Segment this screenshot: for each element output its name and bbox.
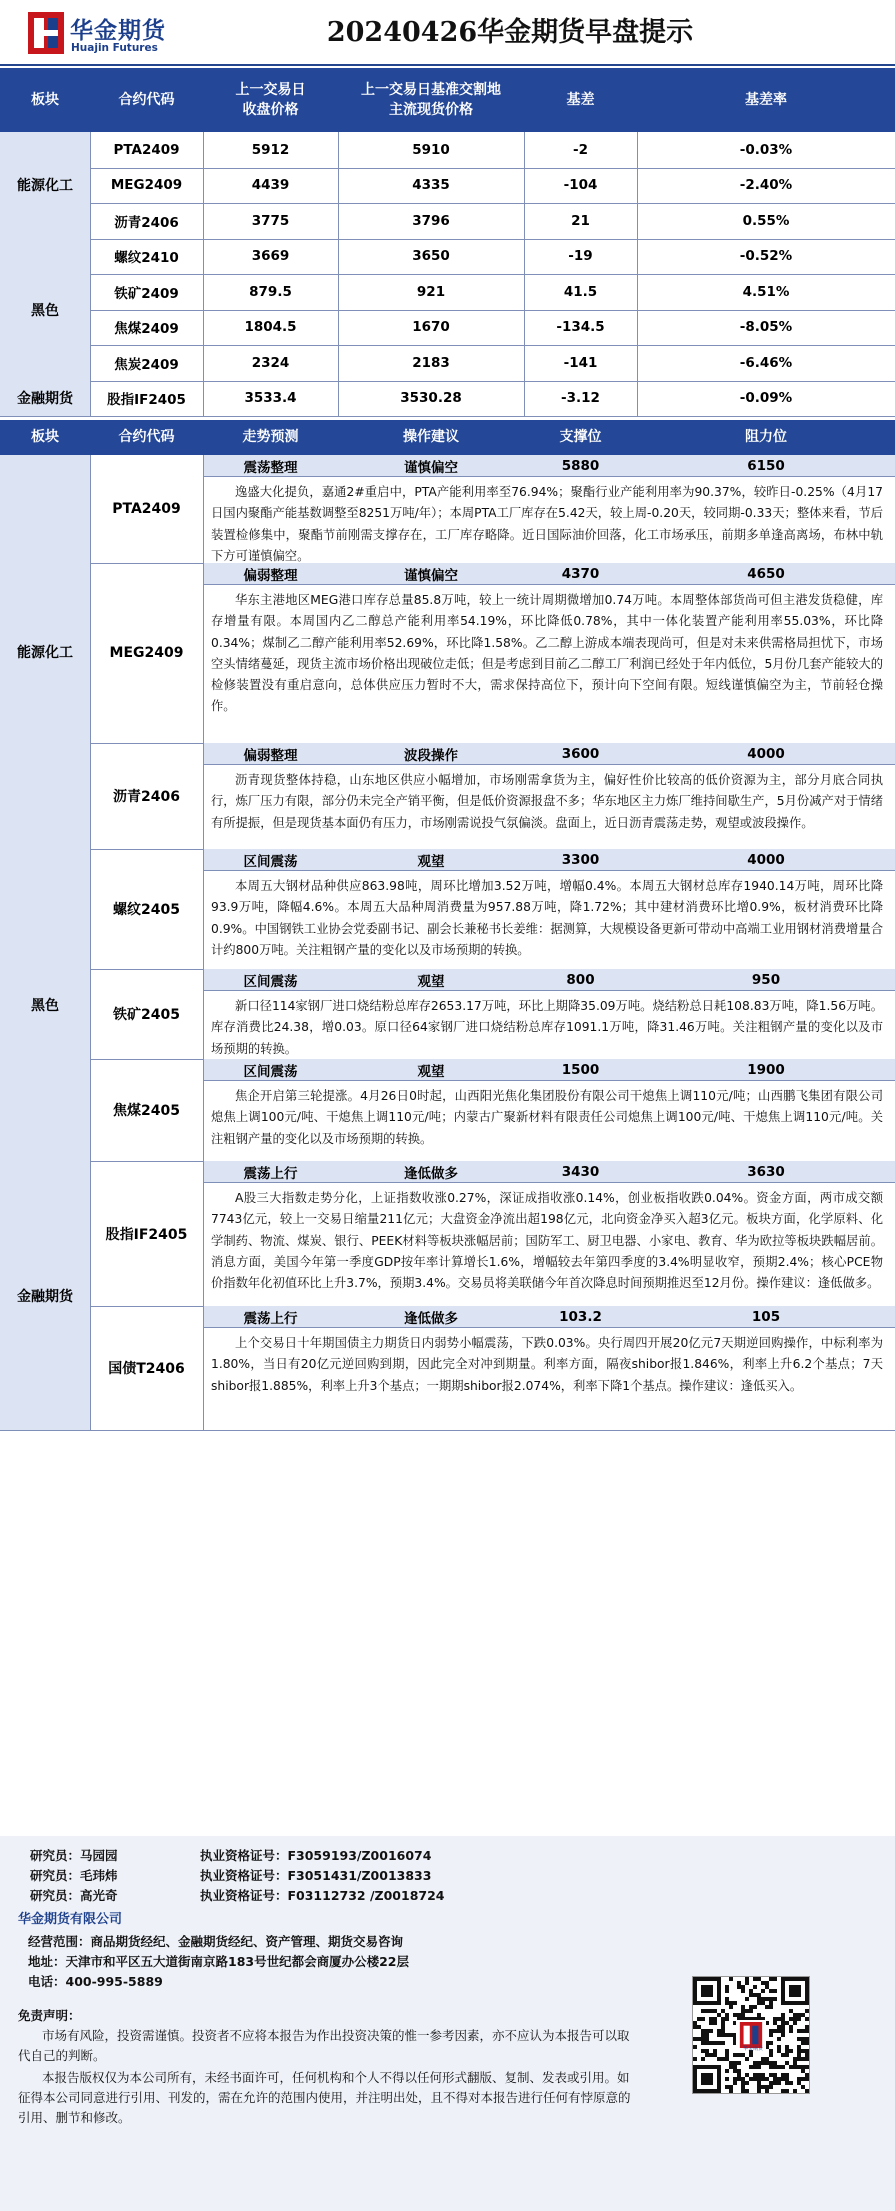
basis-spot-price: 921 bbox=[416, 283, 446, 300]
forecast-subheader-divider bbox=[203, 1327, 895, 1328]
forecast-column-divider bbox=[90, 455, 91, 1430]
forecast-analysis-text: 上个交易日十年期国债主力期货日内弱势小幅震荡，下跌0.03%。央行周四开展20亿元7天期逆回购操作，中标利率为1.80%，当日有20亿元逆回购到期，因此完全对冲到期量。利率方面，隔夜shibor报1.846%，利率上升6.2个基点；7天shibor报1.885%，利率上升3个基点；一期期shibor报2.074%，利率下降1个基点。操作建议：逢低买入。 bbox=[211, 1336, 883, 1393]
basis-spot-price: 5910 bbox=[412, 141, 450, 158]
resistance-level: 4000 bbox=[747, 745, 785, 762]
basis-value: -19 bbox=[568, 248, 593, 265]
forecast-analysis-text: 华东主港地区MEG港口库存总量85.8万吨，较上一统计周期微增加0.74万吨。本周整体部货尚可但主港发货稳健，库存增量有限。本周国内乙二醇总产能利用率54.19%，环比降低0.78%，其中一体化装置产能利用率55.03%，环比降0.34%；煤制乙二醇产能利用率52.69%，环比降1.58%。乙二醇上游成本端表现尚可，但是对未来供需格局担忧下，市场空头情绪蔓延，现货主流市场价格出现破位走低；但是考虑到目前乙二醇工厂利润已经处于年内低位，5月份几套产能较大的检修装置没有重启意向，总体供应压力暂时不大，需求保持高位下，预计向下空间有限。短线谨慎偏空为主，节前轻仓操作。 bbox=[211, 593, 883, 714]
operation-advice: 波段操作 bbox=[404, 747, 458, 764]
researcher-1-name: 研究员：马园园 bbox=[30, 1848, 118, 1863]
operation-advice: 观望 bbox=[417, 853, 445, 870]
trend-prediction: 震荡上行 bbox=[243, 1310, 298, 1327]
basis-header-3: 上一交易日基准交割地 主流现货价格 bbox=[338, 68, 524, 132]
basis-close-price: 2324 bbox=[251, 354, 290, 371]
operation-advice: 谨慎偏空 bbox=[404, 459, 458, 476]
basis-close-price: 5912 bbox=[251, 141, 290, 158]
researcher-2-cert: 执业资格证号：F3051431/Z0013833 bbox=[200, 1868, 432, 1883]
basis-value: -134.5 bbox=[556, 319, 605, 336]
forecast-subheader-divider bbox=[203, 870, 895, 871]
trend-prediction: 震荡上行 bbox=[243, 1165, 298, 1182]
forecast-header-2: 走势预测 bbox=[203, 420, 338, 455]
basis-code: 股指IF2405 bbox=[107, 392, 186, 409]
forecast-code: MEG2409 bbox=[109, 645, 184, 661]
basis-rate: -0.03% bbox=[739, 141, 793, 158]
basis-column-divider bbox=[524, 132, 525, 416]
resistance-level: 4650 bbox=[747, 565, 785, 582]
forecast-subheader-divider bbox=[203, 764, 895, 765]
basis-close-price: 879.5 bbox=[249, 283, 292, 300]
trend-prediction: 偏弱整理 bbox=[243, 567, 298, 584]
basis-rate: -0.09% bbox=[739, 390, 793, 407]
basis-header-4: 基差 bbox=[524, 68, 637, 132]
resistance-level: 950 bbox=[751, 971, 781, 988]
basis-code: 铁矿2409 bbox=[114, 285, 179, 302]
forecast-section-1: 黑色 bbox=[0, 849, 90, 1161]
page-header bbox=[0, 0, 895, 66]
basis-value: 21 bbox=[571, 212, 590, 229]
trend-prediction: 偏弱整理 bbox=[243, 747, 298, 764]
operation-advice: 谨慎偏空 bbox=[404, 567, 458, 584]
basis-code: PTA2409 bbox=[113, 141, 180, 158]
basis-close-price: 3533.4 bbox=[244, 390, 297, 407]
basis-header-2: 上一交易日 收盘价格 bbox=[203, 68, 338, 132]
forecast-code: 沥青2406 bbox=[113, 789, 180, 805]
forecast-subheader-divider bbox=[203, 584, 895, 585]
basis-section-0: 能源化工 bbox=[0, 132, 90, 239]
researcher-2-name: 研究员：毛玮炜 bbox=[30, 1868, 118, 1883]
basis-close-price: 3669 bbox=[251, 248, 290, 265]
basis-rate: -6.46% bbox=[739, 354, 793, 371]
basis-spot-price: 1670 bbox=[412, 319, 450, 336]
forecast-code: 股指IF2405 bbox=[105, 1226, 188, 1243]
basis-column-divider bbox=[90, 132, 91, 416]
forecast-subheader-divider bbox=[203, 1080, 895, 1081]
logo-text: 华金期货 bbox=[70, 18, 166, 44]
basis-value: -2 bbox=[573, 141, 588, 158]
basis-header-5: 基差率 bbox=[637, 68, 895, 132]
researcher-3-name: 研究员：高光奇 bbox=[30, 1888, 118, 1903]
support-level: 5880 bbox=[561, 457, 600, 474]
basis-section-2: 金融期货 bbox=[0, 381, 90, 417]
basis-code: MEG2409 bbox=[110, 177, 183, 194]
resistance-level: 1900 bbox=[747, 1061, 785, 1078]
qr-caption: 华金期货 bbox=[742, 2046, 763, 2052]
forecast-header-0: 板块 bbox=[0, 420, 90, 455]
basis-close-price: 3775 bbox=[251, 212, 290, 229]
basis-column-divider bbox=[203, 132, 204, 416]
resistance-level: 105 bbox=[751, 1308, 781, 1325]
trend-prediction: 区间震荡 bbox=[243, 973, 298, 990]
basis-close-price: 1804.5 bbox=[244, 319, 297, 336]
basis-header-1: 合约代码 bbox=[90, 68, 203, 132]
forecast-analysis-text: 沥青现货整体持稳，山东地区供应小幅增加，市场刚需拿货为主，偏好性价比较高的低价资源为主，部分月底合同执行，炼厂压力有限，部分仍未完全产销平衡，但是低价资源报盘不多；华东地区主力炼厂维持间歇生产，5月份减产对于情绪有所提振，但是现货基本面仍有压力，市场刚需说投气氛偏淡。盘面上，近日沥青震荡走势，观望或波段操作。 bbox=[211, 773, 883, 830]
company-address: 地址：天津市和平区五大道街南京路183号世纪都会商厦办公楼22层 bbox=[28, 1954, 409, 1969]
basis-spot-price: 3796 bbox=[412, 212, 450, 229]
basis-column-divider bbox=[338, 132, 339, 416]
basis-spot-price: 3530.28 bbox=[400, 390, 462, 407]
qr-code bbox=[692, 1976, 810, 2094]
company-name: 华金期货有限公司 bbox=[18, 1912, 123, 1927]
support-level: 103.2 bbox=[559, 1308, 602, 1325]
support-level: 3600 bbox=[561, 745, 600, 762]
company-logo bbox=[28, 12, 178, 56]
basis-section-1: 黑色 bbox=[0, 239, 90, 381]
basis-spot-price: 3650 bbox=[412, 248, 450, 265]
forecast-header-3: 操作建议 bbox=[338, 420, 524, 455]
business-scope: 经营范围：商品期货经纪、金融期货经纪、资产管理、期货交易咨询 bbox=[28, 1934, 404, 1949]
basis-value: -104 bbox=[563, 177, 598, 194]
basis-value: -3.12 bbox=[561, 390, 600, 407]
support-level: 4370 bbox=[561, 565, 600, 582]
researcher-3-cert: 执业资格证号：F03112732 /Z0018724 bbox=[200, 1888, 445, 1903]
basis-rate: -8.05% bbox=[739, 319, 793, 336]
forecast-section-divider bbox=[0, 1430, 895, 1431]
basis-column-divider bbox=[637, 132, 638, 416]
forecast-analysis-text: 新口径114家钢厂进口烧结粉总库存2653.17万吨，环比上期降35.09万吨。烧结粉总日耗108.83万吨，降1.56万吨。库存消费比24.38，增0.03。原口径64家钢厂进口烧结粉总库存1091.1万吨，降31.46万吨。关注粗钢产量的变化以及市场预期的转换。 bbox=[211, 999, 883, 1056]
resistance-level: 3630 bbox=[747, 1163, 785, 1180]
forecast-analysis-text: 逸盛大化提负，嘉通2#重启中，PTA产能利用率至76.94%；聚酯行业产能利用率为90.37%，较昨日-0.25%（4月17日国内聚酯产能基数调整至8251万吨/年）；本周PTA工厂库存在5.42天，较上周-0.20天，较同期-0.33天；整体来看，节后装置检修集中，聚酯节前刚需支撑存在，工厂库存略降。近日国际油价回落，化工市场承压，前期多单逢高离场，布林中轨下方可谨慎偏空。 bbox=[211, 485, 883, 563]
forecast-header-4: 支撑位 bbox=[524, 420, 637, 455]
support-level: 3430 bbox=[561, 1163, 600, 1180]
disclaimer-paragraph-2: 本报告版权仅为本公司所有，未经书面许可，任何机构和个人不得以任何形式翻版、复制、发表或引用。如征得本公司同意进行引用、刊发的，需在允许的范围内使用，并注明出处，且不得对本报告进行任何有悖原意的引用、删节和修改。 bbox=[18, 2070, 631, 2125]
forecast-header-1: 合约代码 bbox=[90, 420, 203, 455]
forecast-code: PTA2409 bbox=[112, 501, 181, 517]
basis-header-0: 板块 bbox=[0, 68, 90, 132]
basis-code: 沥青2406 bbox=[114, 214, 179, 231]
forecast-header-5: 阻力位 bbox=[637, 420, 895, 455]
basis-spot-price: 2183 bbox=[412, 354, 450, 371]
forecast-section-0: 能源化工 bbox=[0, 455, 90, 849]
logo-subtext: Huajin Futures bbox=[71, 42, 158, 54]
forecast-subheader-divider bbox=[203, 476, 895, 477]
basis-close-price: 4439 bbox=[251, 177, 290, 194]
basis-rate: -2.40% bbox=[739, 177, 793, 194]
basis-row-divider bbox=[90, 416, 895, 417]
researcher-1-cert: 执业资格证号：F3059193/Z0016074 bbox=[200, 1848, 432, 1863]
support-level: 800 bbox=[566, 971, 595, 988]
trend-prediction: 区间震荡 bbox=[243, 1063, 298, 1080]
forecast-subheader-divider bbox=[203, 1182, 895, 1183]
trend-prediction: 区间震荡 bbox=[243, 853, 298, 870]
basis-rate: -0.52% bbox=[739, 248, 793, 265]
trend-prediction: 震荡整理 bbox=[243, 459, 298, 476]
forecast-code: 焦煤2405 bbox=[113, 1103, 180, 1119]
forecast-analysis-text: 焦企开启第三轮提涨。4月26日0时起，山西阳光焦化集团股份有限公司干熄焦上调110元/吨；山西鹏飞集团有限公司熄焦上调100元/吨、干熄焦上调110元/吨；内蒙古广聚新材料有限责任公司熄焦上调100元/吨、干熄焦上调110元/吨。关注粗钢产量的变化以及市场预期的转换。 bbox=[211, 1089, 883, 1146]
forecast-analysis-text: A股三大指数走势分化，上证指数收涨0.27%，深证成指收涨0.14%，创业板指收跌0.04%。资金方面，两市成交额7743亿元，较上一交易日缩量211亿元；大盘资金净流出超198亿元，北向资金净买入超3亿元。板块方面，化学原料、化学制药、物流、煤炭、银行、PEEK材料等板块涨幅居前；国防军工、厨卫电器、小家电、教育、华为欧拉等板块跌幅居前。消息方面，美国今年第一季度GDP按年率计算增长1.6%，增幅较去年第四季度的3.4%明显收窄，预期2.4%；核心PCE物价指数年化初值环比上升3.7%，预期3.4%。交易员将美联储今年首次降息时间预期推迟至12月份。操作建议：逢低做多。 bbox=[211, 1191, 883, 1291]
basis-spot-price: 4335 bbox=[412, 177, 450, 194]
forecast-column-divider bbox=[203, 455, 204, 1430]
operation-advice: 观望 bbox=[417, 1063, 445, 1080]
logo-mark-icon bbox=[28, 12, 64, 54]
operation-advice: 逢低做多 bbox=[404, 1310, 458, 1327]
support-level: 3300 bbox=[561, 851, 600, 868]
basis-value: 41.5 bbox=[563, 283, 598, 300]
basis-rate: 4.51% bbox=[742, 283, 790, 300]
operation-advice: 逢低做多 bbox=[404, 1165, 458, 1182]
forecast-subheader-divider bbox=[203, 990, 895, 991]
operation-advice: 观望 bbox=[417, 973, 445, 990]
forecast-code: 国债T2406 bbox=[108, 1361, 185, 1377]
basis-code: 螺纹2410 bbox=[114, 250, 179, 267]
basis-rate: 0.55% bbox=[742, 212, 790, 229]
company-phone: 电话：400-995-5889 bbox=[28, 1974, 163, 1989]
basis-code: 焦煤2409 bbox=[114, 321, 179, 338]
forecast-code: 螺纹2405 bbox=[113, 902, 180, 918]
resistance-level: 4000 bbox=[747, 851, 785, 868]
basis-value: -141 bbox=[563, 354, 598, 371]
basis-code: 焦炭2409 bbox=[114, 356, 179, 373]
support-level: 1500 bbox=[561, 1061, 600, 1078]
resistance-level: 6150 bbox=[747, 457, 785, 474]
forecast-code: 铁矿2405 bbox=[113, 1007, 180, 1023]
forecast-section-2: 金融期货 bbox=[0, 1161, 90, 1430]
forecast-analysis-text: 本周五大钢材品种供应863.98吨，周环比增加3.52万吨，增幅0.4%。本周五大钢材总库存1940.14万吨，周环比降93.9万吨，降幅4.6%。本周五大品种周消费量为957.88万吨，降1.72%；其中建材消费环比增0.9%，板材消费环比降0.9%。中国钢铁工业协会党委副书记、副会长兼秘书长姜维：据测算，大规模设备更新可带动中高端工业用钢材消费增量合计约800万吨。关注粗钢产量的变化以及市场预期的转换。 bbox=[211, 879, 883, 957]
disclaimer-title: 免责声明： bbox=[18, 2008, 81, 2023]
page-title: 20240426华金期货早盘提示 bbox=[326, 17, 694, 48]
disclaimer-paragraph-1: 市场有风险，投资需谨慎。投资者不应将本报告为作出投资决策的惟一参考因素，亦不应认为本报告可以取代自己的判断。 bbox=[18, 2028, 630, 2063]
